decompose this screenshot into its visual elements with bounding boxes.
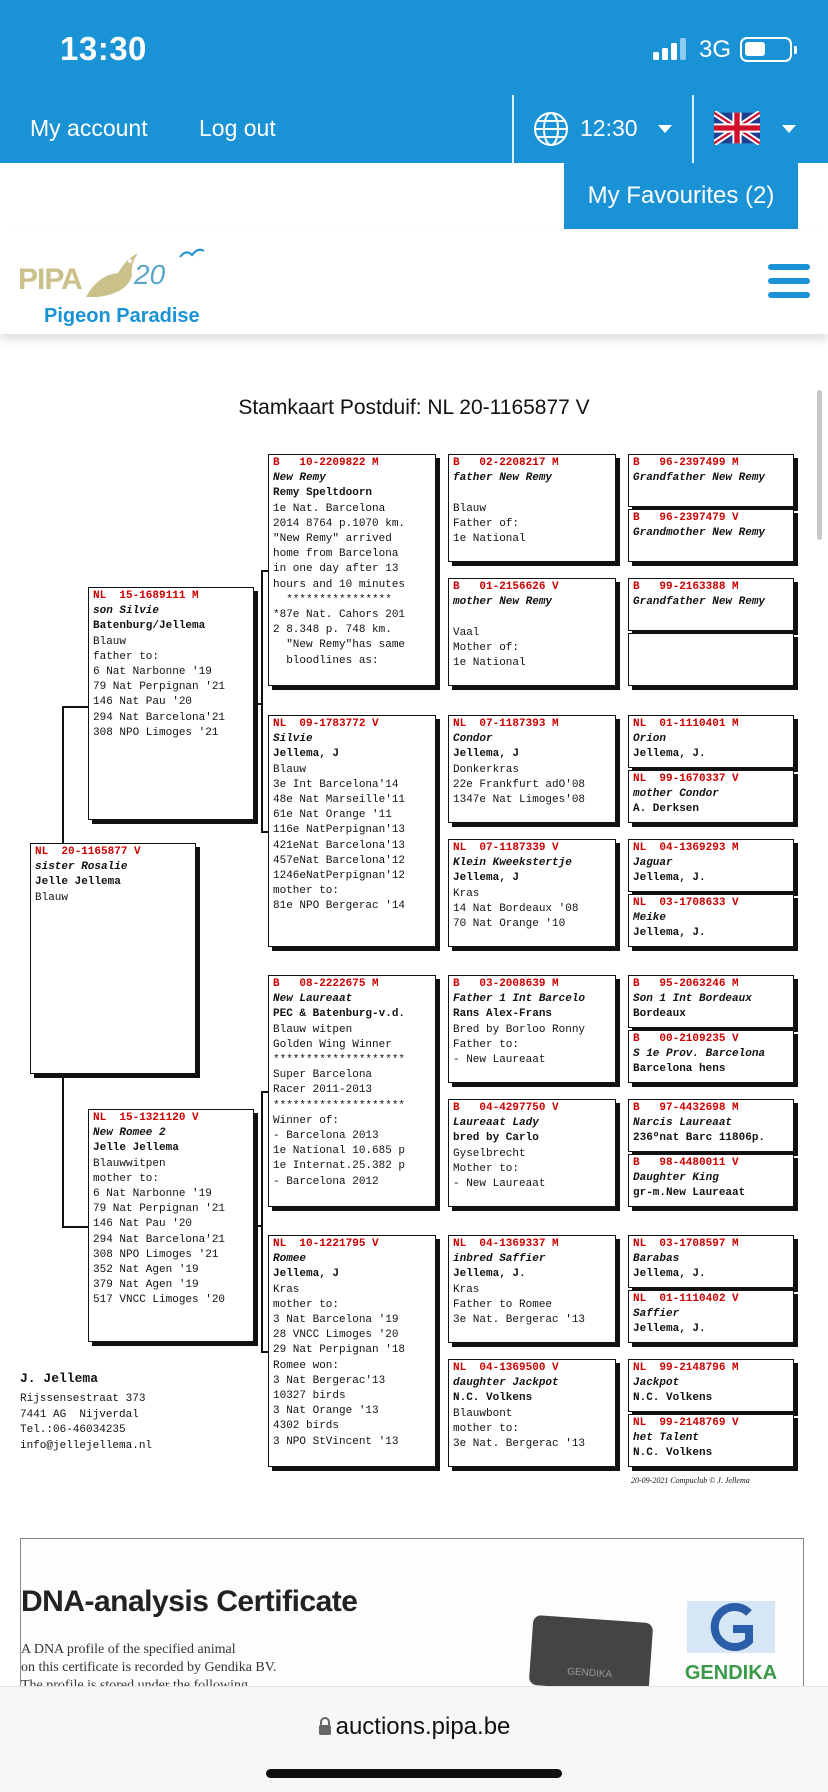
pigeon-name: New Romee 2 [93,1127,166,1140]
pedigree-line: 48e Nat Marseille'11 [273,794,406,807]
pedigree-line: 10327 birds [273,1390,346,1403]
ring-number: B 08-2222675 M [273,978,379,990]
pedigree-line: Blauw [273,763,307,776]
pedigree-line: 294 Nat Barcelona'21 [93,1233,226,1246]
pedigree-card-fmm [448,839,616,947]
pigeon-name: father New Remy [453,472,553,485]
pedigree-line: Batenburg/Jellema [93,620,206,633]
pedigree-line: Vaal [453,626,480,639]
battery-icon [740,37,792,62]
pedigree-line: mother to: [273,1298,340,1311]
pedigree-line: 2014 8764 p.1070 km. [273,517,406,530]
pedigree-line: 294 Nat Barcelona'21 [93,711,226,724]
breeder-name: J. Jellema [20,1371,99,1386]
pedigree-line: Father of: [453,517,520,530]
pedigree-line: Blauw [93,635,127,648]
pedigree-line: 2 8.348 p. 748 km. [273,624,392,637]
connector-line [254,703,261,705]
connector-line [62,1074,64,1226]
pedigree-card-g5 [628,715,794,768]
pedigree-line: Jellema, J. [453,1268,526,1281]
pedigree-card-g11 [628,1099,794,1152]
pedigree-card-g3 [628,578,794,631]
pedigree-line: Jellema, J. [633,927,706,940]
pedigree-footer-note: 20-09-2021 Compuclub © J. Jellema [631,1476,750,1485]
pedigree-card-fff [448,454,616,562]
pigeon-name: Silvie [273,733,313,746]
pedigree-line: 1e Nat. Barcelona [273,502,386,515]
ring-number: NL 04-1369337 M [453,1238,559,1250]
ring-number: B 10-2209822 M [273,457,379,469]
ring-number: NL 10-1221795 V [273,1238,379,1250]
pigeon-name: Meike [633,912,667,925]
network-type: 3G [699,36,732,63]
pedigree-line: **************** [273,593,392,606]
pedigree-line: Remy Speltdoorn [273,487,373,500]
connector-line [62,1226,88,1228]
pedigree-line: 1e National [453,657,526,670]
gendika-label: GENDIKA [684,1662,778,1684]
pedigree-line: 379 Nat Agen '19 [93,1279,199,1292]
gendika-logo [683,1599,779,1685]
pedigree-line: N.C. Volkens [633,1447,713,1460]
pigeon-name: mother New Remy [453,596,553,609]
connector-line [62,706,88,708]
pedigree-line: Jellema, J [453,872,520,885]
ring-number: NL 99-1670337 V [633,773,739,785]
ring-number: NL 09-1783772 V [273,718,379,730]
pedigree-line: *87e Nat. Cahors 201 [273,609,406,622]
pedigree-line: 1e National [453,533,526,546]
pedigree-line: Kras [453,1283,480,1296]
pedigree-line: "New Remy" arrived [273,533,392,546]
globe-icon[interactable] [533,111,569,147]
pedigree-line: 3 NPO StVincent '13 [273,1435,399,1448]
pedigree-card-g1 [628,454,794,507]
pigeon-name: Grandmother New Remy [633,527,766,540]
pedigree-line: Blauw witpen [273,1023,353,1036]
ring-number: NL 15-1689111 M [93,590,199,602]
pedigree-card-mf [268,975,436,1207]
pedigree-line: Racer 2011-2013 [273,1084,373,1097]
lock-icon [318,1717,332,1735]
status-bar [0,0,828,95]
pedigree-line: ******************** [273,1054,406,1067]
timezone-clock[interactable]: 12:30 [580,115,638,141]
connector-line [62,706,64,843]
pedigree-line: mother to: [453,1422,520,1435]
pigeon-name: Laureaat Lady [453,1117,539,1130]
breeder-info [20,1371,152,1454]
pigeon-name: het Talent [633,1432,700,1445]
logo-name: Pigeon Paradise [44,305,200,327]
browser-bottom-bar [0,1686,828,1792]
seal-text: GENDIKA [566,1666,613,1681]
pedigree-line: 3 Nat Bergerac'13 [273,1374,386,1387]
pedigree-line: Jellema, J. [633,1268,706,1281]
bird-icon [178,245,206,265]
pedigree-line: Jellema, J. [633,748,706,761]
pedigree-line: 1e Internat.25.382 p [273,1160,406,1173]
pedigree-card-ffm [448,578,616,686]
ring-number: B 98-4480011 V [633,1157,739,1169]
ring-number: B 95-2063246 M [633,978,739,990]
pedigree-line: N.C. Volkens [453,1392,533,1405]
pedigree-card-ff [268,454,436,686]
pedigree-line: bred by Carlo [453,1132,539,1145]
pedigree-line: Jellema, J [453,748,520,761]
pedigree-line: 308 NPO Limoges '21 [93,726,219,739]
pedigree-line: - New Laureaat [453,1178,546,1191]
ring-number: NL 07-1187393 M [453,718,559,730]
connector-line [261,570,268,572]
pedigree-line: 28 VNCC Limoges '20 [273,1329,399,1342]
pedigree-line: 81e NPO Bergerac '14 [273,900,406,913]
pigeon-name: Jackpot [633,1377,680,1390]
pigeon-name: Condor [453,733,493,746]
pedigree-card-mff [448,975,616,1083]
nav-divider [512,95,514,163]
pedigree-line: Jelle Jellema [93,1142,179,1155]
pedigree-card-g6 [628,770,794,823]
pedigree-line: Bred by Borloo Ronny [453,1023,586,1036]
pedigree-card-g9 [628,975,794,1028]
ring-number: NL 07-1187339 V [453,842,559,854]
hamburger-menu-icon[interactable] [768,264,810,298]
pedigree-line: mother to: [93,1172,160,1185]
pedigree-line: 1347e Nat Limoges'08 [453,794,586,807]
pedigree-card-g16 [628,1414,794,1467]
pedigree-card-g12 [628,1154,794,1207]
pedigree-line: A. Derksen [633,803,700,816]
pedigree-line: 352 Nat Agen '19 [93,1264,199,1277]
pedigree-line: in one day after 13 [273,563,399,576]
pedigree-line [453,610,611,625]
pigeon-name: Grandfather New Remy [633,596,766,609]
connector-line [254,1225,261,1227]
pedigree-line: Romee won: [273,1359,340,1372]
breeder-line: 7441 AG Nijverdal [20,1408,139,1421]
pedigree-line: ******************** [273,1099,406,1112]
pigeon-name: Father 1 Int Barcelo [453,993,586,1006]
pigeon-name: Narcis Laureaat [633,1117,733,1130]
pedigree-line: hours and 10 minutes [273,578,406,591]
ring-number: NL 15-1321120 V [93,1112,199,1124]
ring-number: NL 20-1165877 V [35,846,141,858]
top-nav [0,95,828,163]
home-indicator[interactable] [266,1769,562,1778]
pedigree-card-g4 [628,633,794,686]
pedigree-line: Jellema, J [273,1268,340,1281]
ring-number: NL 04-1369500 V [453,1362,559,1374]
pedigree-card-mfm [448,1099,616,1207]
pedigree-card-g15 [628,1359,794,1412]
ring-number: NL 03-1708597 M [633,1238,739,1250]
pedigree-card-g7 [628,839,794,892]
pedigree-line: father to: [93,650,160,663]
ring-number: B 99-2163388 M [633,581,739,593]
connector-line [261,1091,268,1093]
pigeon-name: mother Condor [633,788,719,801]
dna-certificate [20,1538,804,1698]
pedigree-line: 146 Nat Pau '20 [93,1218,193,1231]
pedigree-line: 517 VNCC Limoges '20 [93,1294,226,1307]
pedigree-line: 146 Nat Pau '20 [93,696,193,709]
pedigree-line: 3 Nat Orange '13 [273,1405,379,1418]
pedigree-line: 14 Nat Bordeaux '08 [453,902,579,915]
logo-brand: PIPA [18,263,82,296]
pedigree-line: Jellema, J. [633,872,706,885]
pedigree-card-mmf [448,1235,616,1343]
pedigree-line: home from Barcelona [273,548,399,561]
pedigree-card-g2 [628,509,794,562]
pedigree-line: 4302 birds [273,1420,340,1433]
pedigree-line: Kras [273,1283,300,1296]
pedigree-line: PEC & Batenburg-v.d. [273,1008,406,1021]
ring-number: NL 99-2148796 M [633,1362,739,1374]
ring-number: B 04-4297750 V [453,1102,559,1114]
pedigree-line: 29 Nat Perpignan '18 [273,1344,406,1357]
pedigree-line: mother to: [273,885,340,898]
favourites-button[interactable]: My Favourites (2) [564,163,798,229]
pedigree-line: 3e Nat. Bergerac '13 [453,1314,586,1327]
ring-number: B 96-2397499 M [633,457,739,469]
pedigree-line: bloodlines as: [273,654,379,667]
connector-line [261,570,263,831]
logo-years: 20 [134,259,166,290]
signal-icon [653,38,691,60]
gendika-seal [529,1615,654,1693]
pigeon-name: Jaguar [633,857,673,870]
dna-title: DNA-analysis Certificate [21,1585,358,1618]
pigeon-name: New Laureaat [273,993,353,1006]
pedigree-card-fm [268,715,436,947]
connector-line [261,1091,263,1351]
pedigree-line: 6 Nat Narbonne '19 [93,1188,212,1201]
url-text: auctions.pipa.be [335,1713,511,1740]
pedigree-line: 1e National 10.685 p [273,1145,406,1158]
pedigree-card-subject [30,843,196,1074]
pedigree-line: 79 Nat Perpignan '21 [93,1203,226,1216]
pedigree-line: Jellema, J [273,748,340,761]
pedigree-card-mother [88,1109,254,1342]
nav-divider [692,95,694,163]
pedigree-line: 236ºnat Barc 11806p. [633,1132,766,1145]
pedigree-card-g13 [628,1235,794,1288]
logout-link[interactable]: Log out [199,115,276,141]
pedigree-line: Winner of: [273,1114,340,1127]
pedigree-line: "New Remy"has same [273,639,406,652]
ring-number: B 97-4432698 M [633,1102,739,1114]
ring-number: B 02-2208217 M [453,457,559,469]
url-bar[interactable] [0,1713,828,1741]
pedigree-line: Donkerkras [453,763,520,776]
ring-number: B 01-2156626 V [453,581,559,593]
pedigree-card-fmf [448,715,616,823]
pigeon-name: Romee [273,1253,307,1266]
pedigree-line: - Barcelona 2012 [273,1175,379,1188]
pedigree-line: 6 Nat Narbonne '19 [93,666,212,679]
pedigree-line: Bordeaux [633,1008,686,1021]
pedigree-line: Golden Wing Winner [273,1038,392,1051]
chevron-down-icon[interactable] [658,125,672,133]
connector-line [261,831,268,833]
pedigree-line: 3e Int Barcelona'14 [273,778,399,791]
pedigree-title: Stamkaart Postduif: NL 20-1165877 V [238,396,590,419]
pedigree-line: - New Laureaat [453,1054,546,1067]
pedigree-card-g8 [628,894,794,947]
pedigree-line: 70 Nat Orange '10 [453,918,566,931]
pigeon-name: Klein Kweekstertje [453,857,572,870]
uk-flag-icon[interactable] [714,111,760,145]
pedigree-line: 22e Frankfurt adO'08 [453,778,586,791]
pedigree-line: Jelle Jellema [35,876,121,889]
pedigree-card-g14 [628,1290,794,1343]
pedigree-line: Blauwbont [453,1407,513,1420]
pigeon-name: sister Rosalie [35,861,128,874]
pedigree-line: 3 Nat Barcelona '19 [273,1314,399,1327]
pedigree-line: Barcelona hens [633,1063,726,1076]
my-account-link[interactable]: My account [30,115,148,141]
pedigree-line: Father to Romee [453,1298,553,1311]
pedigree-line: Super Barcelona [273,1069,373,1082]
breeder-line: Rijssensestraat 373 [20,1393,146,1405]
pedigree-line: N.C. Volkens [633,1392,713,1405]
pedigree-line: - Barcelona 2013 [273,1130,379,1143]
pigeon-name: Barabas [633,1253,680,1266]
pedigree-line: Mother to: [453,1162,520,1175]
pedigree-line: 421eNat Barcelona'13 [273,839,406,852]
pigeon-name: Orion [633,733,667,746]
pedigree-card-mm [268,1235,436,1467]
pedigree-line: Father to: [453,1038,520,1051]
pedigree-line: 1246eNatPerpignan'12 [273,870,406,883]
pigeon-name: son Silvie [93,605,160,618]
gendika-icon [683,1599,779,1655]
pigeon-name: Grandfather New Remy [633,472,766,485]
ring-number: B 03-2008639 M [453,978,559,990]
pigeon-name: Son 1 Int Bordeaux [633,993,752,1006]
dna-description: A DNA profile of the specified animal on this certificate is recorded by Gendika BV. [21,1642,277,1675]
pigeon-name: Daughter King [633,1172,719,1185]
pedigree-line: 116e NatPerpignan'13 [273,824,406,837]
pedigree-line: Gyselbrecht [453,1147,526,1160]
ring-number: NL 04-1369293 M [633,842,739,854]
ring-number: B 00-2109235 V [633,1033,739,1045]
pedigree-line: 457eNat Barcelona'12 [273,854,406,867]
pedigree-line: Mother of: [453,641,520,654]
breeder-line: Tel.:06-46034235 [20,1424,126,1436]
ring-number: NL 03-1708633 V [633,897,739,909]
pedigree-card-mmm [448,1359,616,1467]
pedigree-line [453,486,611,501]
pigeon-name: inbred Saffier [453,1253,546,1266]
pedigree-line: Blauw [35,891,69,904]
chevron-down-icon[interactable] [782,125,796,133]
pedigree-line: gr-m.New Laureaat [633,1187,746,1200]
ring-number: NL 01-1110401 M [633,718,739,730]
pedigree-card-father [88,587,254,820]
breeder-email[interactable]: info@jellejellema.nl [20,1439,153,1452]
pigeon-name: New Remy [273,472,326,485]
ring-number: NL 99-2148769 V [633,1417,739,1429]
pedigree-line: Jellema, J. [633,1323,706,1336]
site-header [0,229,828,334]
ring-number: NL 01-1110402 V [633,1293,739,1305]
pedigree-line: Rans Alex-Frans [453,1008,553,1021]
connector-line [261,1351,268,1353]
pigeon-name: daughter Jackpot [453,1377,559,1390]
pedigree-line: 3e Nat. Bergerac '13 [453,1438,586,1451]
pigeon-name: S 1e Prov. Barcelona [633,1048,766,1061]
status-time: 13:30 [60,30,147,67]
pigeon-name: Saffier [633,1308,680,1321]
ring-number: B 96-2397479 V [633,512,739,524]
pedigree-line: Blauw [453,502,487,515]
pedigree-line: 308 NPO Limoges '21 [93,1248,219,1261]
pedigree-line: 79 Nat Perpignan '21 [93,681,226,694]
pedigree-card-g10 [628,1030,794,1083]
pedigree-line: Kras [453,887,480,900]
pedigree-line: 61e Nat Orange '11 [273,809,392,822]
pedigree-line: Blauwwitpen [93,1157,166,1170]
